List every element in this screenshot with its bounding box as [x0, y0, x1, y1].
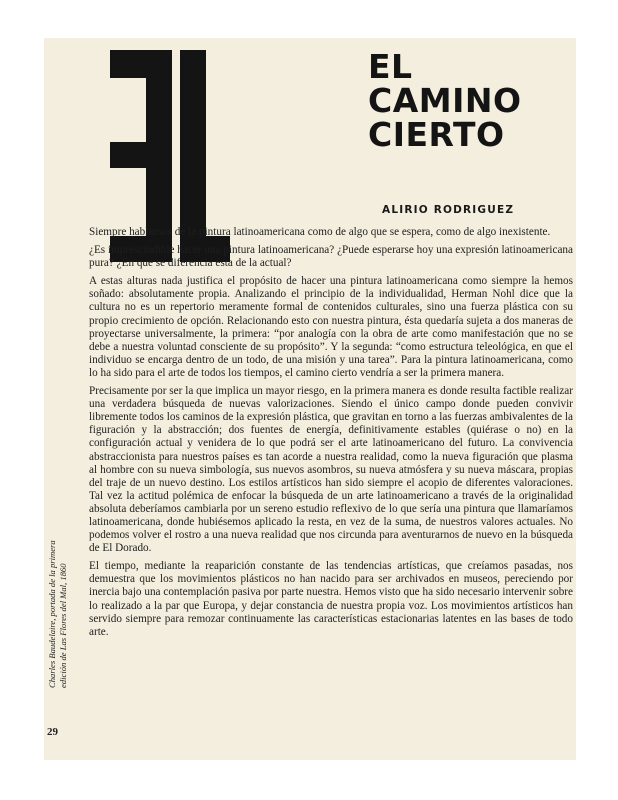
- image-caption: [47, 538, 69, 688]
- page-number: 29: [47, 726, 58, 738]
- paragraph: El tiempo, mediante la reaparición constante de las tendencias artísticas, que creíamos pasadas, nos demuestra que los movimientos plásticos no han nacido para ser archivados en museos, pereciendo por inercia bajo una contemplación pasiva por parte nuestra. Hemos visto que ha sido necesario intervenir sobre lo realizado a la par que Europa, y dejar constancia de nuestra propia voz. Los movimientos artísticos han servido siempre para remozar continuamente las características estacionarias latentes en las bases de todo arte.: [89, 560, 573, 638]
- paragraph: Precisamente por ser la que implica un mayor riesgo, en la primera manera es donde resulta factible realizar una verdadera búsqueda de nuevas valorizaciones. Siendo el único campo donde pueden convivir libremente todos los caminos de la expresión plástica, que gravitan en torno a las fuerzas ambivalentes de la figuración y la abstracción; dos fuentes de energía, definitivamente estables (quiérase o no) en la configuración actual y venidera de lo que podrá ser el arte latinoamericano del futuro. La convivencia abstraccionista para nuestros países es tan acorde a nuestra realidad, como la nueva figuración que plasma al hombre con su nueva simbología, sus nuevos asombros, su nueva atmósfera y su nueva máscara, propias del traje de un nuevo destino. Los estilos artísticos han sido siempre el acopio de diferentes valoraciones. Tal vez la actitud polémica de enfocar la búsqueda de un arte latinoamericano a través de la originalidad absoluta deberíamos cambiarla por un sereno estudio reflexivo de lo que sería una pintura que llamaríamos latinoamericana, donde hubiésemos aplicado la resta, en vez de la suma, de nuestros valores actuales. No podemos volver el rostro a una nueva realidad que nos circunda para aventurarnos de nuevo en la búsqueda de El Dorado.: [89, 385, 573, 555]
- article-body: [89, 226, 573, 644]
- paragraph: Siempre hablamos de la pintura latinoamericana como de algo que se espera, como de algo inexistente.: [89, 226, 551, 238]
- title-line-3: CIERTO: [368, 115, 505, 154]
- paragraph: A estas alturas nada justifica el propósito de hacer una pintura latinoamericana como siempre la hemos soñado: absolutamente propia. Analizando el principio de la individualidad, Herman Nohl dice que la cultura no es un repertorio meramente formal de contenidos culturales, sino una fuerza plástica con su propio crecimiento de opción. Relacionando esto con nuestra pintura, ésta quedaría sujeta a dos maneras de proyectarse universalmente, la primera: “por analogía con la obra de arte como manifestación que no se debe a nuestra voluntad consciente de su propósito”. Y la segunda: “como estructura teleológica, en que el individuo se encarga dentro de un todo, de una misión y una tarea”. Para la pintura latinoamericana, como lo ha sido para el arte de todos los tiempos, el camino cierto vendría a ser la primera manera.: [89, 275, 573, 379]
- paragraph: ¿Es imprescindible hacer una pintura latinoamericana? ¿Puede esperarse hoy una expresión latinoamericana pura? ¿En qué se diferencia ésta de la actual?: [89, 244, 573, 270]
- title-line-1: EL: [368, 47, 413, 86]
- article-title: [368, 47, 578, 154]
- author-name: ALIRIO RODRIGUEZ: [382, 204, 515, 216]
- title-line-2: CAMINO: [368, 81, 522, 120]
- magazine-page: [44, 38, 576, 760]
- caption-line-2: edición de Las Flores del Mal, 1860: [58, 563, 68, 688]
- caption-line-1: Charles Baudelaire, portada de la primera: [47, 540, 57, 688]
